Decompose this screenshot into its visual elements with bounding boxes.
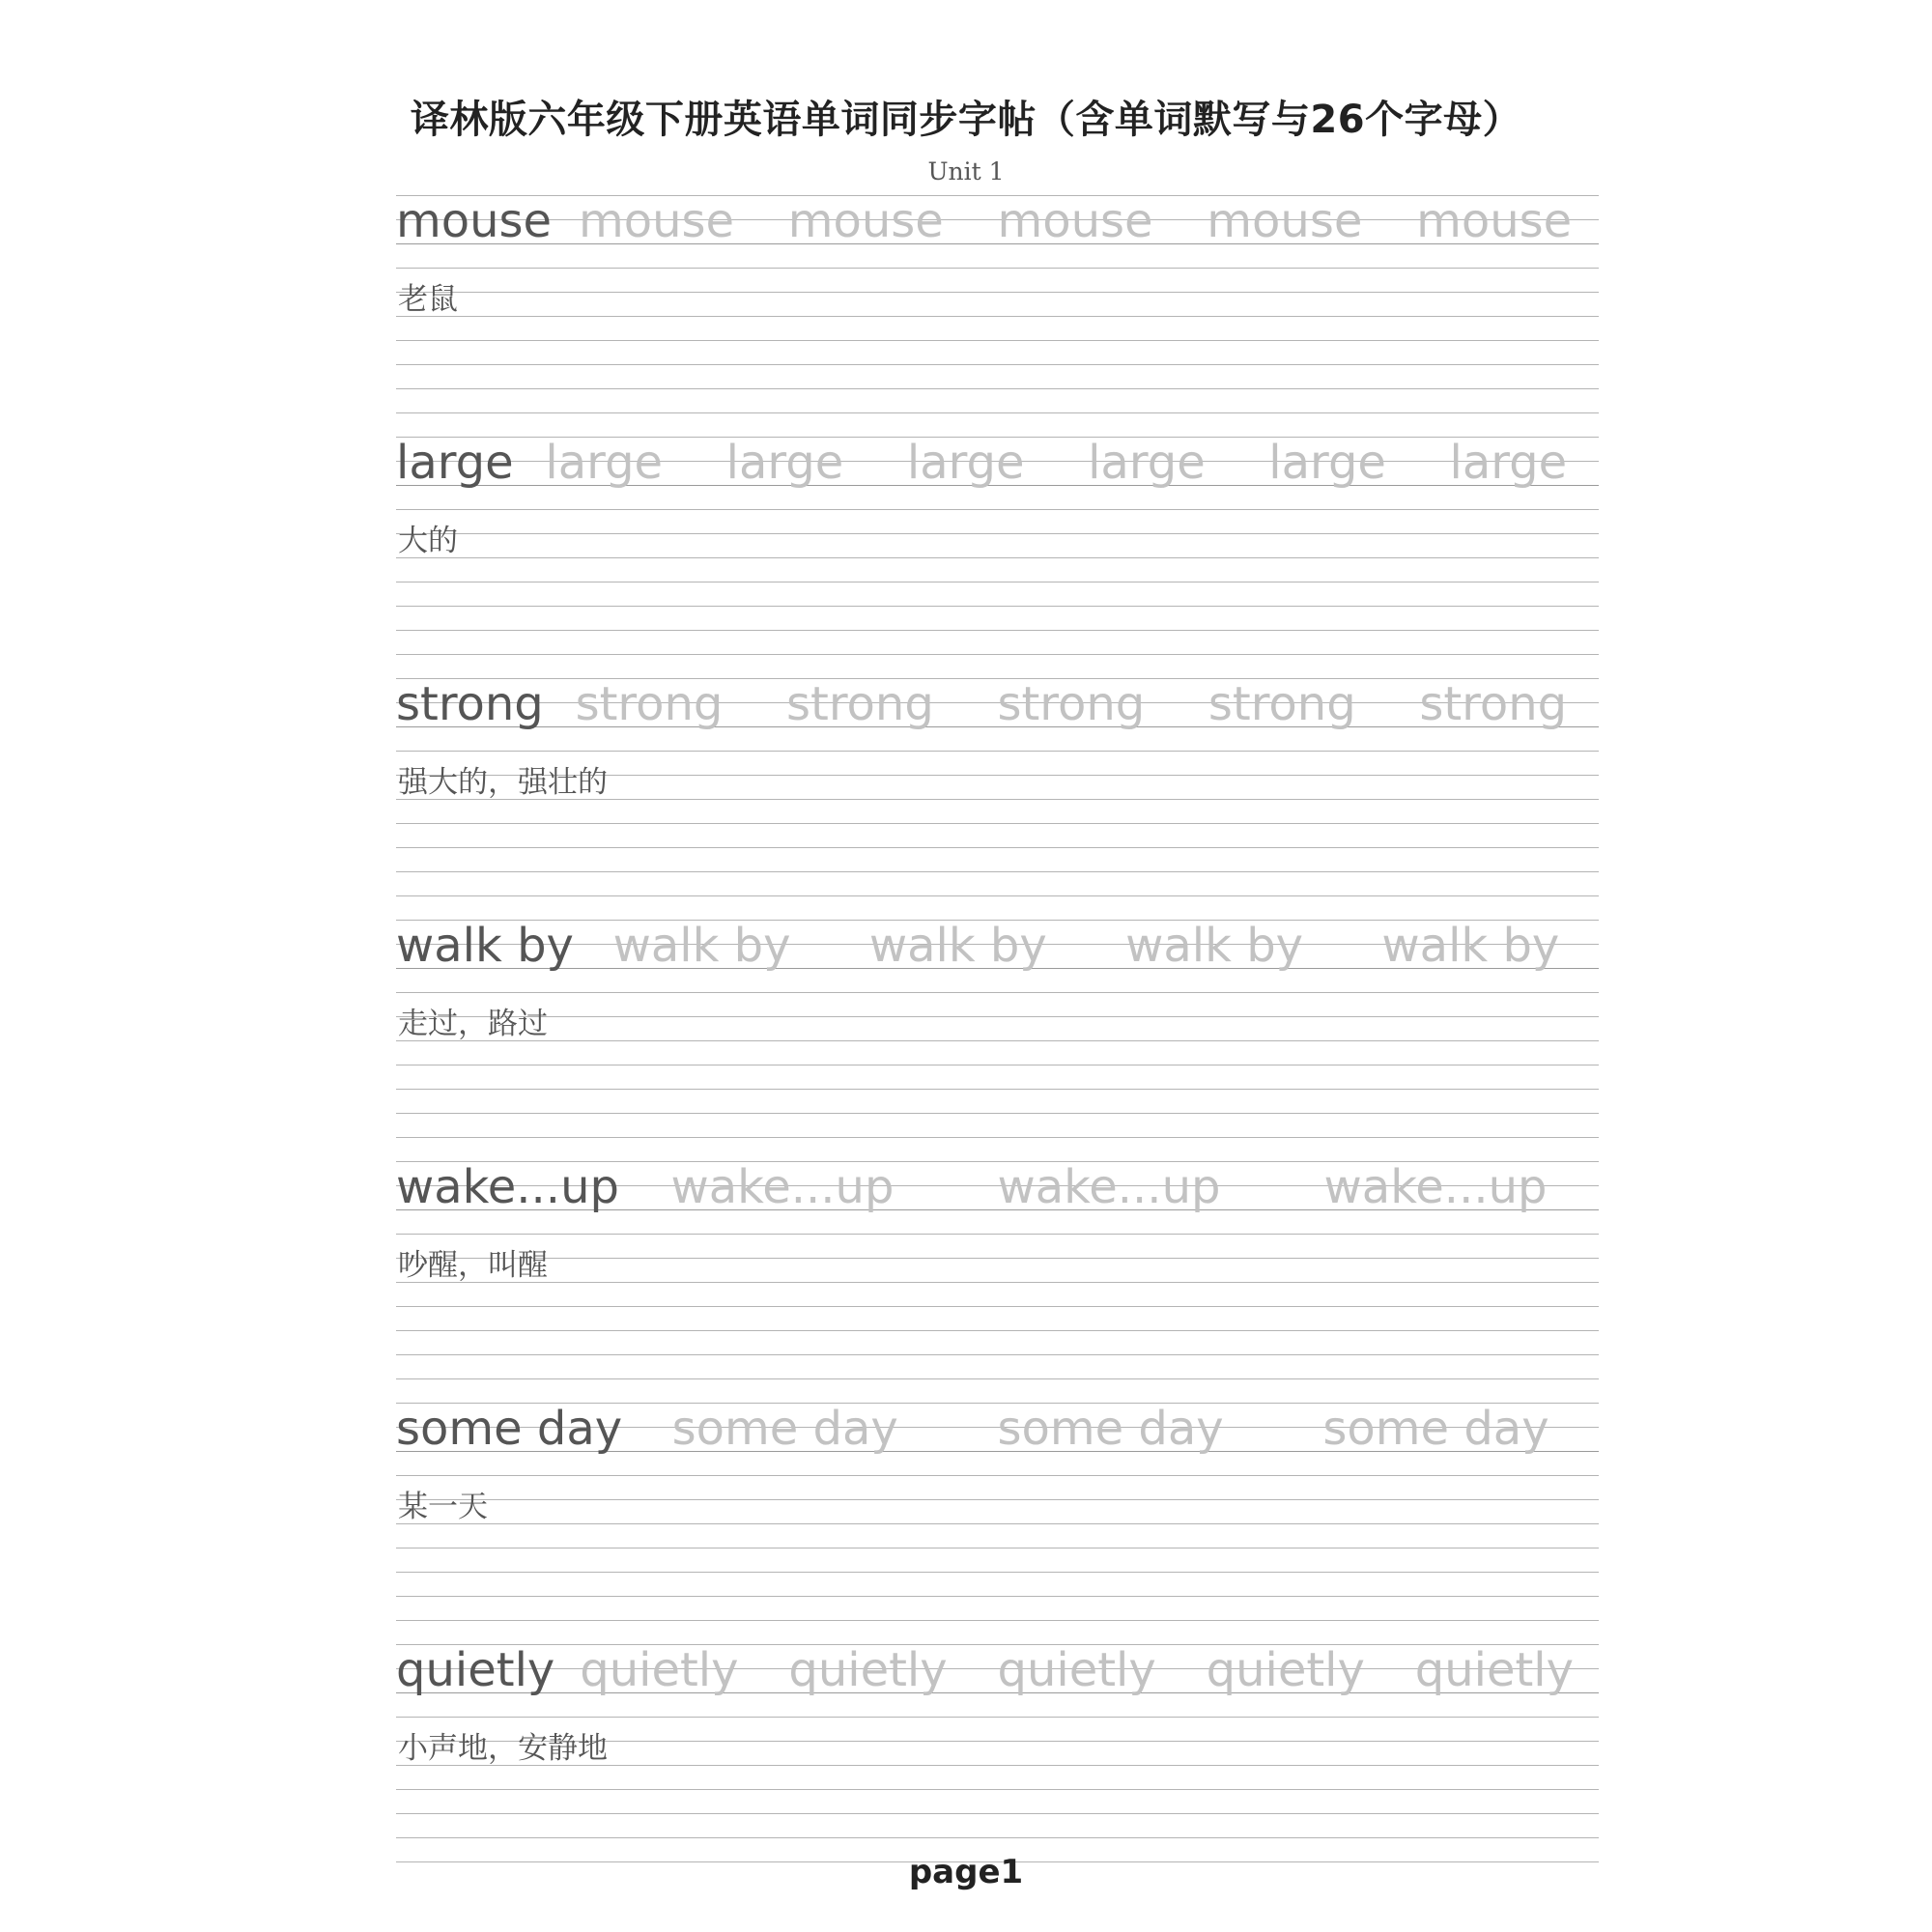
ruled-line xyxy=(396,557,1599,558)
page-number: page1 xyxy=(908,1853,1024,1891)
ruled-line xyxy=(396,1258,1599,1259)
word-entry xyxy=(396,1403,1599,1644)
ruled-line xyxy=(396,1330,1599,1331)
ruled-line xyxy=(396,1837,1599,1838)
trace-words xyxy=(574,919,1599,973)
model-word: walk by xyxy=(396,919,574,973)
ruled-line xyxy=(396,1620,1599,1621)
ruled-line xyxy=(396,1089,1599,1090)
ruled-line xyxy=(396,1572,1599,1573)
trace-word: mouse xyxy=(1416,194,1573,248)
trace-word: wake...up xyxy=(1323,1160,1548,1214)
ruled-line xyxy=(396,847,1599,848)
trace-word: mouse xyxy=(578,194,735,248)
ruled-line xyxy=(396,388,1599,389)
word-row xyxy=(396,1644,1599,1731)
trace-word: strong xyxy=(997,677,1146,731)
ruled-line xyxy=(396,1113,1599,1114)
ruled-line xyxy=(396,1137,1599,1138)
word-row xyxy=(396,1161,1599,1248)
ruled-line xyxy=(396,606,1599,607)
trace-word: strong xyxy=(575,677,724,731)
word-meaning: 吵醒，叫醒 xyxy=(398,1248,548,1283)
model-word: some day xyxy=(396,1402,623,1456)
trace-words xyxy=(554,1643,1599,1697)
ruled-line xyxy=(396,630,1599,631)
word-row xyxy=(396,437,1599,524)
trace-word: quietly xyxy=(580,1643,739,1697)
trace-words xyxy=(552,194,1599,248)
word-row xyxy=(396,920,1599,1007)
trace-word: quietly xyxy=(788,1643,948,1697)
trace-word: some day xyxy=(1322,1402,1549,1456)
ruled-line xyxy=(396,316,1599,317)
word-row xyxy=(396,678,1599,765)
ruled-line xyxy=(396,654,1599,655)
trace-word: quietly xyxy=(997,1643,1156,1697)
word-meaning: 走过，路过 xyxy=(398,1007,548,1041)
trace-words xyxy=(619,1160,1599,1214)
word-row xyxy=(396,195,1599,282)
ruled-line xyxy=(396,1040,1599,1041)
trace-word: some day xyxy=(671,1402,898,1456)
word-entry xyxy=(396,1161,1599,1403)
ruled-line xyxy=(396,292,1599,293)
unit-label: Unit 1 xyxy=(927,157,1005,185)
trace-word: mouse xyxy=(997,194,1153,248)
trace-word: quietly xyxy=(1414,1643,1575,1697)
word-meaning: 大的 xyxy=(398,524,458,558)
ruled-line xyxy=(396,1016,1599,1017)
word-meaning: 老鼠 xyxy=(398,282,458,317)
ruled-line xyxy=(396,871,1599,872)
ruled-line xyxy=(396,364,1599,365)
practice-sheet xyxy=(396,195,1599,1886)
trace-word: strong xyxy=(1419,677,1568,731)
trace-word: large xyxy=(1449,436,1568,490)
ruled-line xyxy=(396,1523,1599,1524)
trace-word: walk by xyxy=(1381,919,1560,973)
model-word: large xyxy=(396,436,514,490)
word-meaning: 某一天 xyxy=(398,1490,488,1524)
trace-word: large xyxy=(725,436,844,490)
trace-word: quietly xyxy=(1206,1643,1365,1697)
word-row xyxy=(396,1403,1599,1490)
ruled-line xyxy=(396,1378,1599,1379)
trace-word: large xyxy=(1268,436,1386,490)
ruled-line xyxy=(396,1282,1599,1283)
trace-word: walk by xyxy=(1125,919,1304,973)
ruled-line xyxy=(396,533,1599,534)
word-entry xyxy=(396,437,1599,678)
word-entry xyxy=(396,1644,1599,1886)
model-word: mouse xyxy=(396,194,553,248)
trace-word: some day xyxy=(997,1402,1224,1456)
ruled-line xyxy=(396,823,1599,824)
ruled-line xyxy=(396,895,1599,896)
trace-word: wake...up xyxy=(997,1160,1221,1214)
trace-word: large xyxy=(545,436,664,490)
ruled-line xyxy=(396,1306,1599,1307)
trace-word: wake...up xyxy=(670,1160,895,1214)
ruled-line xyxy=(396,1354,1599,1355)
trace-word: walk by xyxy=(868,919,1047,973)
ruled-line xyxy=(396,1813,1599,1814)
trace-word: strong xyxy=(1208,677,1356,731)
ruled-line xyxy=(396,1596,1599,1597)
trace-word: mouse xyxy=(787,194,944,248)
word-meaning: 强大的，强壮的 xyxy=(398,765,608,800)
trace-word: walk by xyxy=(612,919,791,973)
word-entry xyxy=(396,195,1599,437)
trace-words xyxy=(544,677,1599,731)
word-meaning: 小声地，安静地 xyxy=(398,1731,608,1766)
trace-word: large xyxy=(906,436,1025,490)
trace-word: strong xyxy=(786,677,934,731)
model-word: wake...up xyxy=(396,1160,619,1214)
word-entry xyxy=(396,678,1599,920)
page-title: 译林版六年级下册英语单词同步字帖（含单词默写与26个字母） xyxy=(410,98,1522,142)
ruled-line xyxy=(396,1499,1599,1500)
ruled-line xyxy=(396,340,1599,341)
model-word: quietly xyxy=(396,1643,555,1697)
ruled-line xyxy=(396,412,1599,413)
model-word: strong xyxy=(396,677,544,731)
ruled-line xyxy=(396,1789,1599,1790)
trace-word: mouse xyxy=(1207,194,1363,248)
trace-word: large xyxy=(1088,436,1206,490)
trace-words xyxy=(514,436,1599,490)
trace-words xyxy=(622,1402,1599,1456)
word-entry xyxy=(396,920,1599,1161)
